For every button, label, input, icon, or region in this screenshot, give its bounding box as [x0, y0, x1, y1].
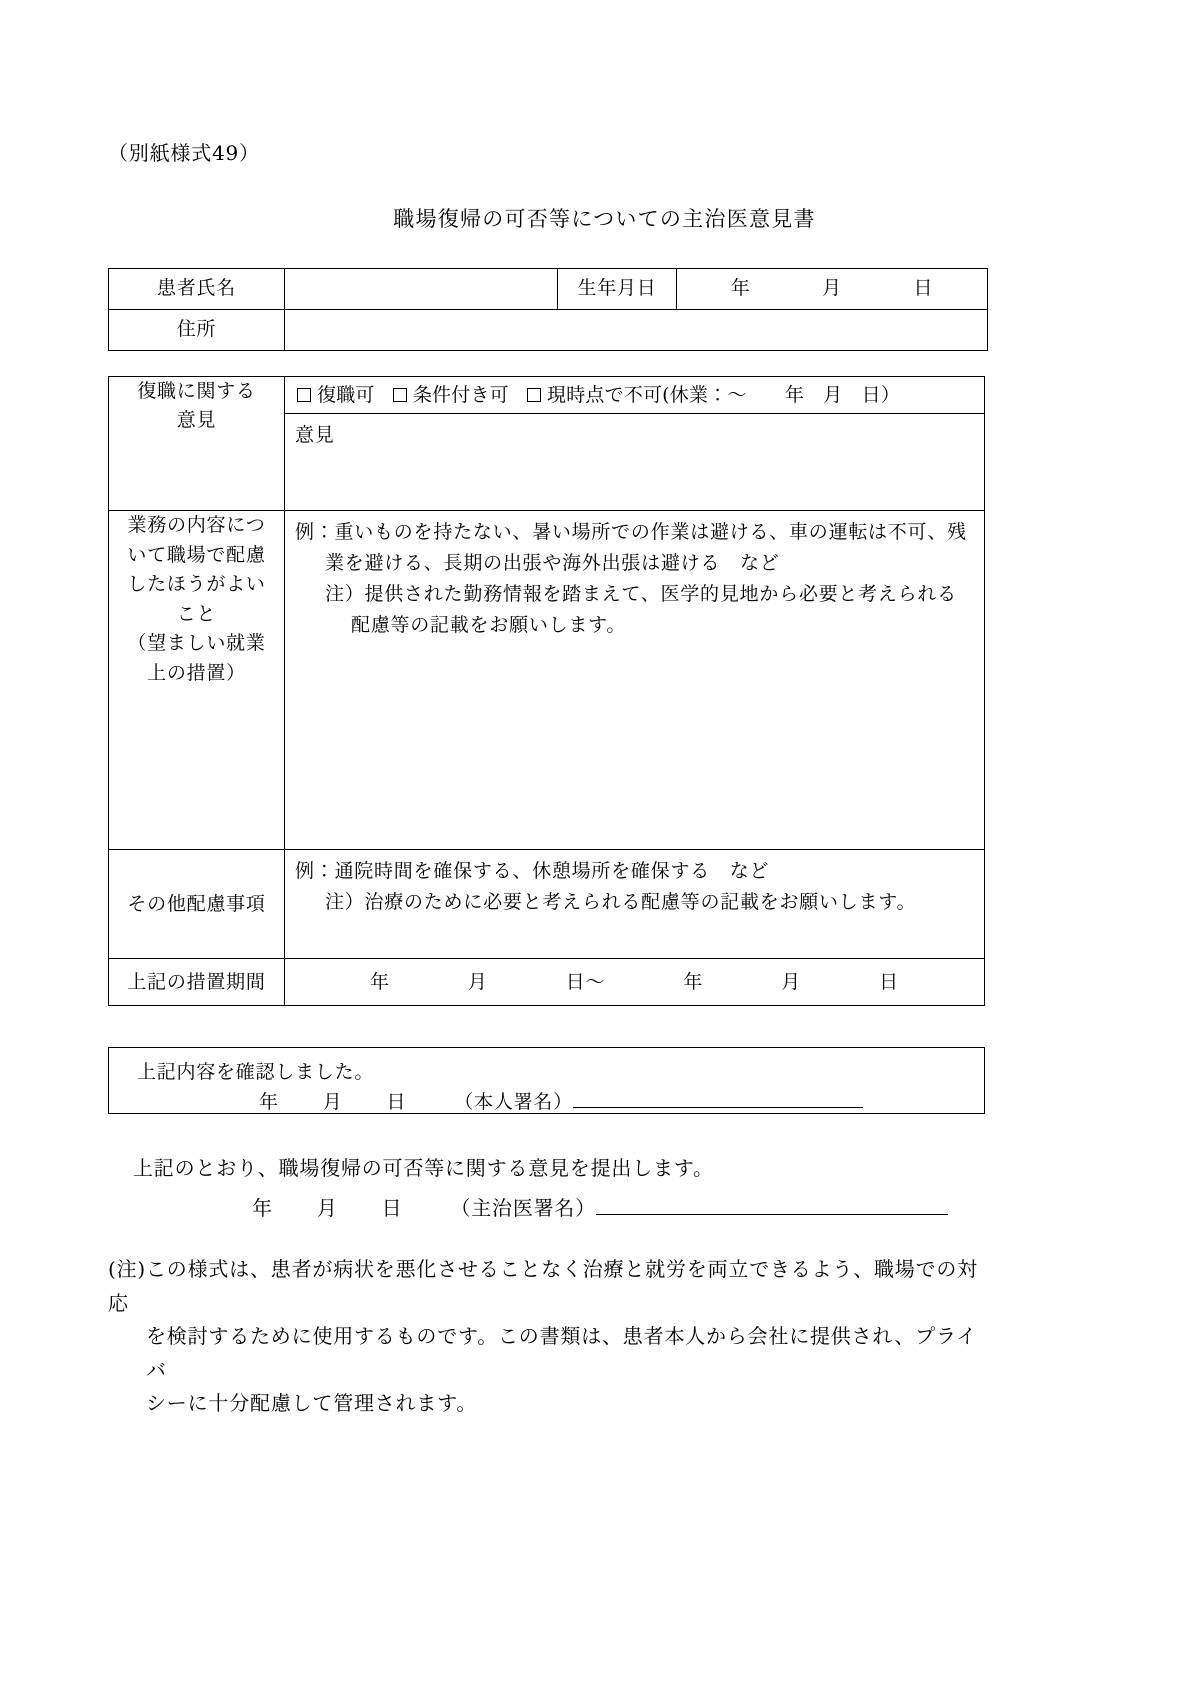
patient-name-input[interactable] [285, 269, 558, 310]
period-start-month: 月 [467, 970, 488, 993]
period-start-day: 日〜 [565, 970, 606, 993]
other-example-line1: 例：通院時間を確保する、休憩場所を確保する など [295, 860, 770, 883]
date-of-birth-input[interactable] [677, 269, 988, 310]
checkbox-not-possible-icon[interactable] [527, 388, 541, 402]
address-input[interactable] [285, 310, 988, 351]
table-row-patient-name [109, 269, 988, 310]
period-start-year: 年 [370, 970, 390, 993]
footnote-line2: を検討するために使用するものです。この書類は、患者本人から会社に提供され、プライバ [146, 1324, 977, 1382]
work-consideration-label-line5: （望ましい就業 [127, 632, 266, 655]
dob-year-label: 年 [730, 277, 751, 300]
opinion-textarea[interactable] [285, 414, 985, 511]
submission-signature-field[interactable] [596, 1194, 948, 1215]
other-note-line1: 注）治療のために必要と考えられる配慮等の記載をお願いします。 [325, 891, 917, 914]
opinion-field-label: 意見 [295, 424, 335, 447]
dob-day-label: 日 [913, 277, 934, 300]
submission-signature-line[interactable] [252, 1192, 948, 1221]
patient-info-table [108, 268, 988, 351]
return-opinion-label-line2: 意見 [176, 409, 217, 432]
return-opinion-label [109, 377, 285, 511]
patient-name-label: 患者氏名 [109, 269, 285, 310]
period-input[interactable] [285, 959, 985, 1006]
work-example-line2: 業を避ける、長期の出張や海外出張は避ける など [325, 552, 780, 575]
checkbox-label-not-possible[interactable]: 現時点で不可(休業：〜 年 月 日） [547, 384, 901, 406]
work-note-line2: 配慮等の記載をお願いします。 [351, 613, 627, 636]
submission-statement: 上記のとおり、職場復帰の可否等に関する意見を提出します。 [133, 1156, 714, 1180]
address-label: 住所 [109, 310, 285, 351]
table-row-return-decision [109, 377, 985, 414]
other-consideration-label: その他配慮事項 [109, 850, 285, 959]
footnote [108, 1253, 988, 1421]
period-end-year: 年 [683, 970, 704, 993]
other-consideration-textarea[interactable] [285, 850, 985, 959]
confirmation-year: 年 [259, 1091, 279, 1113]
footnote-line3: シーに十分配慮して管理されます。 [146, 1391, 478, 1416]
checkbox-label-return-ok[interactable]: 復職可 [317, 384, 375, 406]
confirmation-day: 日 [386, 1091, 407, 1113]
table-row-work-consideration [109, 511, 985, 850]
work-consideration-label-line4: こと [176, 602, 217, 625]
confirmation-month: 月 [322, 1091, 343, 1113]
return-decision-checkbox-group [285, 377, 985, 414]
form-number: （別紙様式49） [108, 141, 260, 165]
work-note-line1: 注）提供された勤務情報を踏まえて、医学的見地から必要と考えられる [325, 582, 957, 605]
confirmation-signature-label: （本人署名） [454, 1091, 573, 1113]
dob-month-label: 月 [822, 277, 842, 300]
work-consideration-label-line3: したほうがよい [127, 573, 266, 596]
footnote-line1: (注)この様式は、患者が病状を悪化させることなく治療と就労を両立できるよう、職場での対応 [108, 1257, 979, 1315]
work-consideration-label [109, 511, 285, 850]
period-end-day: 日 [879, 970, 899, 993]
work-example-line1: 例：重いものを持たない、暑い場所での作業は避ける、車の運転は不可、残 [295, 521, 967, 544]
checkbox-return-ok-icon[interactable] [297, 388, 311, 402]
confirmation-signature-field[interactable] [573, 1088, 863, 1108]
work-consideration-label-line2: いて職場で配慮 [127, 543, 266, 566]
work-consideration-label-line1: 業務の内容につ [127, 514, 266, 537]
submission-signature-label: （主治医署名） [450, 1196, 597, 1220]
period-label: 上記の措置期間 [109, 959, 285, 1006]
checkbox-conditional-ok-icon[interactable] [393, 388, 407, 402]
checkbox-label-conditional-ok[interactable]: 条件付き可 [412, 384, 509, 406]
confirmation-text: 上記内容を確認しました。 [137, 1061, 375, 1083]
table-row-other-consideration [109, 850, 985, 959]
submission-day: 日 [381, 1196, 403, 1220]
work-consideration-textarea[interactable] [285, 511, 985, 850]
submission-month: 月 [316, 1196, 338, 1220]
page-title: 職場復帰の可否等についての主治医意見書 [393, 207, 816, 231]
submission-year: 年 [252, 1196, 273, 1220]
confirmation-signature-line[interactable] [109, 1084, 984, 1114]
date-of-birth-label: 生年月日 [558, 269, 677, 310]
confirmation-box [108, 1047, 985, 1114]
return-opinion-label-line1: 復職に関する [137, 380, 256, 402]
opinion-table [108, 376, 985, 1006]
work-consideration-label-line6: 上の措置） [147, 661, 246, 684]
period-end-month: 月 [781, 970, 802, 993]
table-row-address [109, 310, 988, 351]
table-row-period [109, 959, 985, 1006]
